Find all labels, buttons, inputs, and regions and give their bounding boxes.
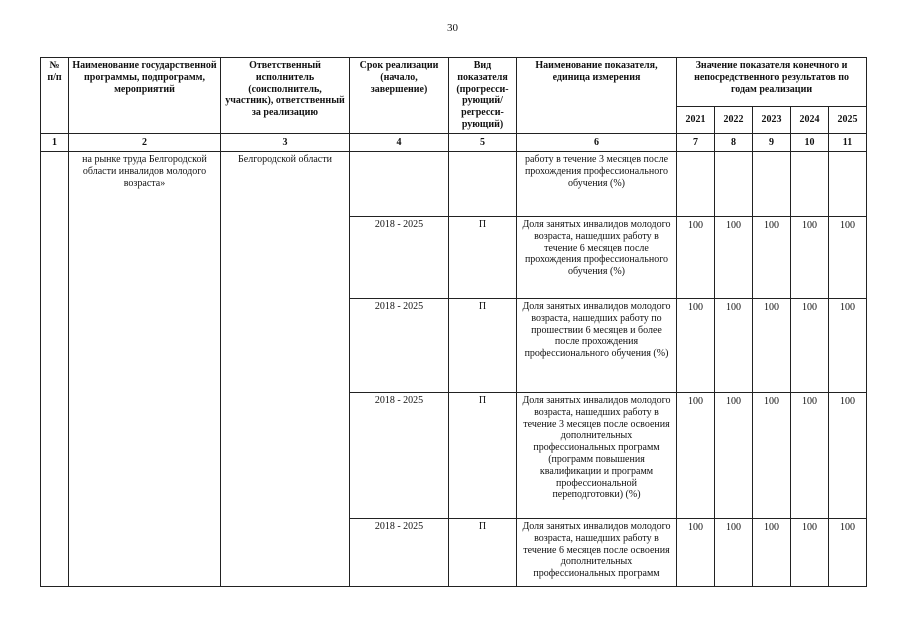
header-year: 2021 [677,107,715,134]
indicator-name-cell: Доля занятых инвалидов молодого возраста, нашедших работу в течение 6 месяцев после прохождения профессионального обучения (%) [517,217,677,299]
value-cell: 100 [753,217,791,299]
indicator-type-cell [449,152,517,217]
indicator-type-cell: П [449,299,517,393]
value-cell: 100 [829,519,867,587]
value-cell: 100 [677,299,715,393]
table-row [41,152,867,217]
program-name-cell: на рынке труда Белгородской области инвалидов молодого возраста» [69,152,221,587]
column-number: 5 [449,134,517,152]
page-number: 30 [447,22,458,34]
value-cell [715,152,753,217]
row-number-cell [41,152,69,587]
period-cell: 2018 - 2025 [350,299,449,393]
indicator-name-cell: Доля занятых инвалидов молодого возраста, нашедших работу в течение 3 месяцев после освоения дополнительных профессиональных программ (программ повышения квалификации и программ профессиональной переподготовки) (%) [517,393,677,519]
value-cell: 100 [715,519,753,587]
value-cell: 100 [677,217,715,299]
value-cell: 100 [829,217,867,299]
period-cell: 2018 - 2025 [350,217,449,299]
indicator-name-cell: Доля занятых инвалидов молодого возраста, нашедших работу в течение 6 месяцев после освоения дополнительных профессиональных программ [517,519,677,587]
value-cell [677,152,715,217]
results-table [40,57,867,587]
header-executor: Ответственный исполнитель (соисполнитель, участник), ответственный за реализацию [221,58,350,134]
value-cell: 100 [677,393,715,519]
column-number: 3 [221,134,350,152]
period-cell [350,152,449,217]
header-values-group: Значение показателя конечного и непосредственного результатов по годам реализации [677,58,867,107]
header-indicator-type: Вид показателя (прогресси-рующий/ регресси-рующий) [449,58,517,134]
header-year: 2022 [715,107,753,134]
value-cell: 100 [677,519,715,587]
indicator-type-cell: П [449,393,517,519]
column-number: 6 [517,134,677,152]
value-cell: 100 [829,299,867,393]
indicator-name-cell: работу в течение 3 месяцев после прохождения профессионального обучения (%) [517,152,677,217]
column-number: 7 [677,134,715,152]
column-number: 4 [350,134,449,152]
executor-cell: Белгородской области [221,152,350,587]
header-year: 2024 [791,107,829,134]
header-row [41,58,867,107]
header-year: 2025 [829,107,867,134]
value-cell: 100 [791,299,829,393]
header-program-name: Наименование государственной программы, подпрограмм, мероприятий [69,58,221,134]
value-cell: 100 [791,519,829,587]
value-cell [791,152,829,217]
value-cell: 100 [715,217,753,299]
header-year: 2023 [753,107,791,134]
column-number-row [41,134,867,152]
value-cell: 100 [753,299,791,393]
value-cell: 100 [753,519,791,587]
column-number: 10 [791,134,829,152]
column-number: 8 [715,134,753,152]
value-cell: 100 [715,299,753,393]
value-cell [753,152,791,217]
column-number: 1 [41,134,69,152]
column-number: 11 [829,134,867,152]
indicator-type-cell: П [449,519,517,587]
value-cell [829,152,867,217]
header-number: № п/п [41,58,69,134]
value-cell: 100 [829,393,867,519]
column-number: 2 [69,134,221,152]
period-cell: 2018 - 2025 [350,393,449,519]
period-cell: 2018 - 2025 [350,519,449,587]
value-cell: 100 [715,393,753,519]
value-cell: 100 [791,393,829,519]
header-period: Срок реализации (начало, завершение) [350,58,449,134]
indicator-name-cell: Доля занятых инвалидов молодого возраста, нашедших работу по прошествии 6 месяцев и более после прохождения профессионального обучения (%) [517,299,677,393]
value-cell: 100 [753,393,791,519]
value-cell: 100 [791,217,829,299]
indicator-type-cell: П [449,217,517,299]
header-indicator-name: Наименование показателя, единица измерения [517,58,677,134]
column-number: 9 [753,134,791,152]
